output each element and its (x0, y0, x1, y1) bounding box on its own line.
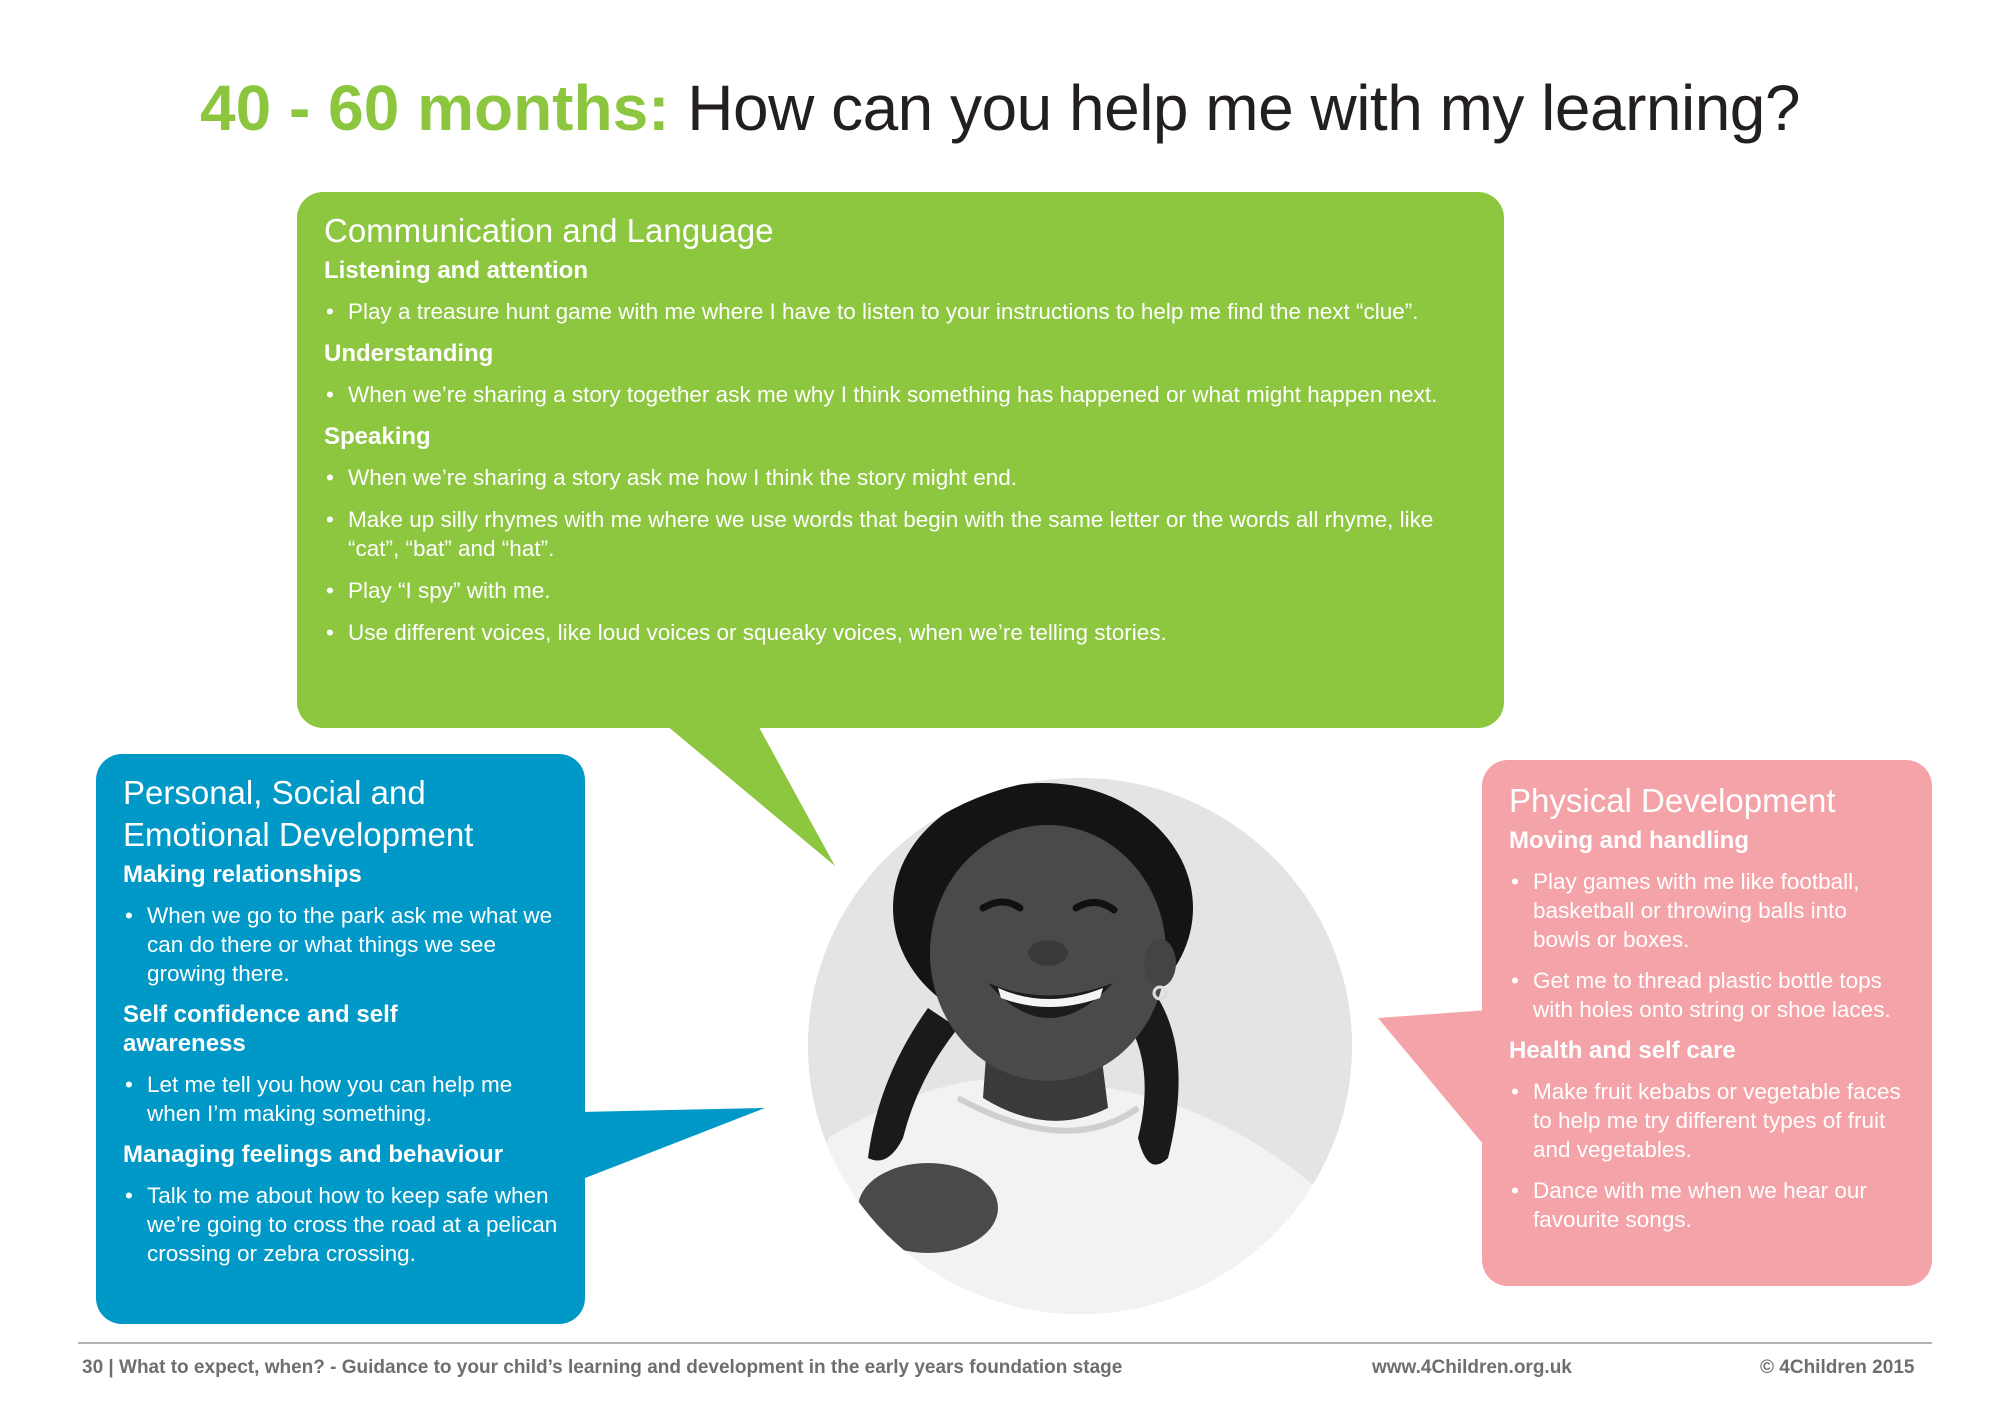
footer-copyright: © 4Children 2015 (1760, 1357, 1915, 1378)
section-heading: Speaking (324, 423, 431, 450)
page-title-question: How can you help me with my learning? (687, 72, 1800, 144)
bullet-item: • When we’re sharing a story together ask me why I think something has happened or what might happen next. (324, 380, 1464, 409)
bullet-list (123, 901, 559, 988)
section-heading: Understanding (324, 340, 494, 367)
bullet-item: • When we’re sharing a story ask me how I think the story might end. (324, 463, 1464, 492)
child-illustration (808, 778, 1352, 1314)
bullet-item: • Dance with me when we hear our favourite songs. (1509, 1176, 1908, 1234)
section-heading: Health and self care (1509, 1037, 1736, 1064)
bullet-list (1509, 867, 1908, 1024)
child-photo (808, 778, 1352, 1314)
blue-bubble-tail (580, 1100, 770, 1190)
page-title (0, 68, 2000, 148)
physical-development-bubble (1482, 760, 1932, 1286)
bullet-item: • Play games with me like football, basketball or throwing balls into bowls or boxes. (1509, 867, 1908, 954)
pink-bubble-tail (1378, 1010, 1488, 1160)
bullet-item: • Play “I spy” with me. (324, 576, 1464, 605)
bullet-list (1509, 1077, 1908, 1234)
bullet-item: • Get me to thread plastic bottle tops with holes onto string or shoe laces. (1509, 966, 1908, 1024)
bullet-item: • Talk to me about how to keep safe when we’re going to cross the road at a pelican crossing or zebra crossing. (123, 1181, 559, 1268)
title-line: Emotional Development (123, 816, 474, 853)
footer-website-link[interactable]: www.4Children.org.uk (1372, 1357, 1572, 1378)
section-heading: Making relationships (123, 861, 362, 888)
bullet-item: • Use different voices, like loud voices or squeaky voices, when we’re telling stories. (324, 618, 1464, 647)
bullet-item: • Make up silly rhymes with me where we use words that begin with the same letter or the words all rhyme, like “cat”, “bat” and “hat”. (324, 505, 1464, 563)
communication-language-title: Communication and Language (324, 212, 774, 249)
communication-language-bubble (297, 192, 1504, 728)
section-heading: Listening and attention (324, 257, 588, 284)
section-heading: Moving and handling (1509, 827, 1749, 854)
bullet-item: • Play a treasure hunt game with me where I have to listen to your instructions to help me find the next “clue”. (324, 297, 1464, 326)
personal-social-emotional-bubble (96, 754, 585, 1324)
personal-social-emotional-title (123, 772, 559, 856)
bullet-item: • Make fruit kebabs or vegetable faces to help me try different types of fruit and vegetables. (1509, 1077, 1908, 1164)
bullet-list (123, 1181, 559, 1268)
bullet-item: • Let me tell you how you can help me when I’m making something. (123, 1070, 559, 1128)
bullet-list (324, 297, 1464, 326)
green-bubble-tail (660, 720, 850, 870)
page-title-age-range: 40 - 60 months: (200, 72, 670, 144)
section-heading: Managing feelings and behaviour (123, 1141, 504, 1168)
footer-page-info: 30 | What to expect, when? - Guidance to your child’s learning and development in the early years foundation stage (82, 1357, 1123, 1378)
bullet-list (123, 1070, 559, 1128)
footer-divider (78, 1342, 1932, 1344)
physical-development-title: Physical Development (1509, 782, 1836, 819)
bullet-list (324, 380, 1464, 409)
section-heading: Self confidence and self awareness (123, 1001, 398, 1057)
title-line: Personal, Social and (123, 774, 426, 811)
bullet-list (324, 463, 1464, 647)
bullet-item: • When we go to the park ask me what we can do there or what things we see growing there. (123, 901, 559, 988)
